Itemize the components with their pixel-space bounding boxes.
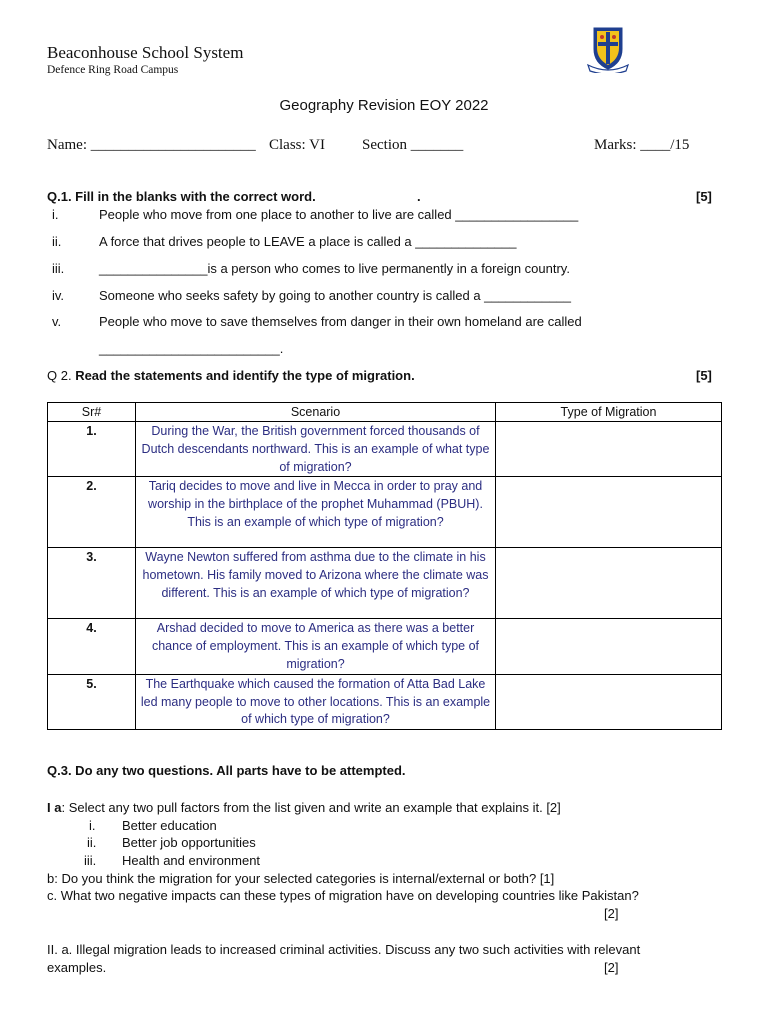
scenario-text: During the War, the British government forced thousands of Dutch descendants northward. This is an example of what type of migration? <box>136 422 496 477</box>
q3-ia-label: I a <box>47 800 62 815</box>
row-number: 4. <box>48 619 136 674</box>
q1-item-num: iv. <box>52 288 65 303</box>
row-number: 3. <box>48 548 136 619</box>
q3-part-iia: II. a. Illegal migration leads to increased criminal activities. Discuss any two such activities with relevant <box>47 942 641 957</box>
q1-item-num: i. <box>52 207 59 222</box>
pull-factor-num: ii. <box>87 835 97 850</box>
q1-item-text: People who move from one place to another to live are called _________________ <box>99 207 579 222</box>
scenario-text: Arshad decided to move to America as there was a better chance of employment. This is an example of which type of migration? <box>136 619 496 674</box>
row-number: 5. <box>48 674 136 729</box>
class-label: Class: VI <box>269 137 325 153</box>
migration-table <box>47 402 722 730</box>
column-header-sr: Sr# <box>48 403 136 422</box>
q3-part-b: b: Do you think the migration for your selected categories is internal/external or both? [1] <box>47 871 555 886</box>
type-of-migration-answer-cell[interactable] <box>496 422 722 477</box>
pull-factor-text: Health and environment <box>122 853 261 868</box>
pull-factor-num: iii. <box>84 853 97 868</box>
school-crest-logo <box>586 25 630 73</box>
q1-marks: [5] <box>696 189 712 204</box>
school-name: Beaconhouse School System <box>47 43 244 62</box>
q1-item-text: Someone who seeks safety by going to another country is called a ____________ <box>99 288 571 303</box>
table-row <box>48 422 722 477</box>
q2-prefix: Q 2. <box>47 368 76 383</box>
q1-item-text: A force that drives people to LEAVE a place is called a ______________ <box>99 234 517 249</box>
q2-marks: [5] <box>696 368 712 383</box>
scenario-text: Tariq decides to move and live in Mecca in order to pray and worship in the birthplace of the prophet Muhammad (PBUH). This is an example of which type of migration? <box>136 477 496 548</box>
q3-ia-text: : Select any two pull factors from the list given and write an example that explains it. [2] <box>61 800 561 815</box>
q3-part-c-marks: [2] <box>604 906 619 921</box>
scenario-text: Wayne Newton suffered from asthma due to the climate in his hometown. His family moved to Arizona where the climate was different. This is an example of which type of migration? <box>136 548 496 619</box>
row-number: 1. <box>48 422 136 477</box>
q1-item-num: iii. <box>52 261 65 276</box>
pull-factor-num: i. <box>89 818 96 833</box>
table-row <box>48 477 722 548</box>
paper-title: Geography Revision EOY 2022 <box>279 97 489 114</box>
pull-factor-text: Better job opportunities <box>122 835 256 850</box>
q3-part-iia-continuation: examples. <box>47 960 107 975</box>
campus-name: Defence Ring Road Campus <box>47 64 179 76</box>
column-header-type: Type of Migration <box>496 403 722 422</box>
table-row <box>48 548 722 619</box>
row-number: 2. <box>48 477 136 548</box>
q3-part-c: c. What two negative impacts can these types of migration have on developing countries like Pakistan? <box>47 888 639 903</box>
q1-item-text: _______________is a person who comes to live permanently in a foreign country. <box>99 261 570 276</box>
q3-part-ia <box>47 800 561 815</box>
column-header-scenario: Scenario <box>136 403 496 422</box>
type-of-migration-answer-cell[interactable] <box>496 477 722 548</box>
table-row <box>48 674 722 729</box>
q3-heading: Q.3. Do any two questions. All parts have to be attempted. <box>47 763 406 778</box>
type-of-migration-answer-cell[interactable] <box>496 674 722 729</box>
q1-heading: Q.1. Fill in the blanks with the correct word. <box>47 189 316 204</box>
q1-dot: . <box>417 189 421 204</box>
scenario-text: The Earthquake which caused the formation of Atta Bad Lake led many people to move to other locations. This is an example of which type of migration? <box>136 674 496 729</box>
type-of-migration-answer-cell[interactable] <box>496 619 722 674</box>
marks-field: Marks: ____/15 <box>594 137 690 153</box>
pull-factor-text: Better education <box>122 818 217 833</box>
q1-item-num: v. <box>52 314 62 329</box>
q1-item-num: ii. <box>52 234 62 249</box>
table-row <box>48 619 722 674</box>
section-field[interactable]: Section _______ <box>362 137 464 153</box>
q1-item-text: People who move to save themselves from danger in their own homeland are called <box>99 314 582 329</box>
name-field[interactable]: Name: ______________________ <box>47 137 256 153</box>
q1-item-continuation: _________________________. <box>99 341 284 356</box>
q2-heading-text: Read the statements and identify the type of migration. <box>75 368 415 383</box>
type-of-migration-answer-cell[interactable] <box>496 548 722 619</box>
q3-part-iia-marks: [2] <box>604 960 619 975</box>
q2-heading <box>47 368 415 383</box>
